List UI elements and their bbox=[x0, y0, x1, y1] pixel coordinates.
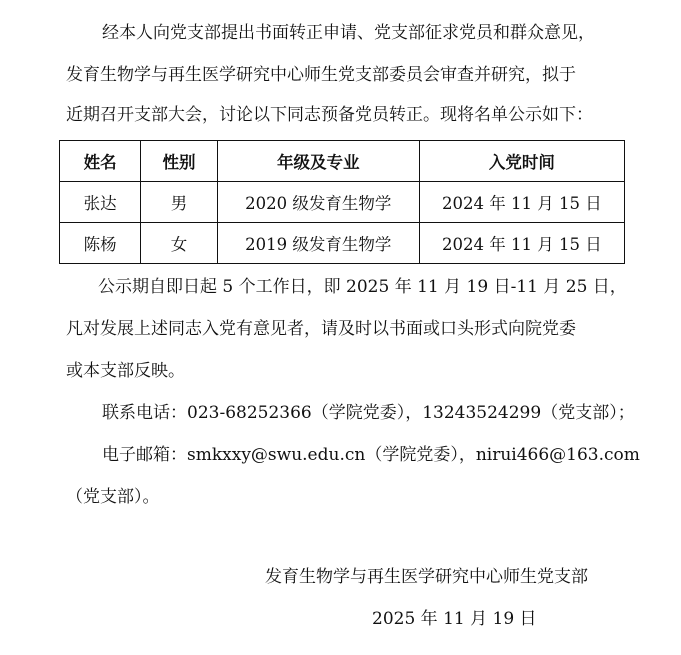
contact-email-continued: （党支部）。 bbox=[66, 487, 160, 507]
table-header-row bbox=[60, 141, 625, 182]
contact-email: 电子邮箱：smkxxy@swu.edu.cn（学院党委），nirui466@163.com bbox=[102, 445, 640, 465]
cell-gender: 男 bbox=[141, 182, 217, 223]
intro-line-1: 经本人向党支部提出书面转正申请、党支部征求党员和群众意见， bbox=[102, 23, 595, 43]
intro-line-3: 近期召开支部大会，讨论以下同志预备党员转正。现将名单公示如下： bbox=[66, 105, 593, 125]
table-row bbox=[60, 182, 625, 223]
intro-line-2: 发育生物学与再生医学研究中心师生党支部委员会审查并研究，拟于 bbox=[66, 65, 576, 85]
cell-grade-major: 2020 级发育生物学 bbox=[217, 182, 419, 223]
header-grade-major: 年级及专业 bbox=[217, 141, 419, 182]
header-gender: 性别 bbox=[141, 141, 217, 182]
cell-grade-major: 2019 级发育生物学 bbox=[217, 223, 419, 264]
notice-line-1: 公示期自即日起 5 个工作日，即 2025 年 11 月 19 日-11 月 25 日， bbox=[98, 277, 627, 297]
signature-org: 发育生物学与再生医学研究中心师生党支部 bbox=[265, 567, 588, 587]
cell-name: 陈杨 bbox=[60, 223, 141, 264]
cell-join-date: 2024 年 11 月 15 日 bbox=[419, 223, 624, 264]
cell-name: 张达 bbox=[60, 182, 141, 223]
header-join-date: 入党时间 bbox=[419, 141, 624, 182]
notice-line-2: 凡对发展上述同志入党有意见者，请及时以书面或口头形式向院党委 bbox=[66, 319, 576, 339]
notice-line-3: 或本支部反映。 bbox=[66, 361, 185, 381]
member-table bbox=[59, 140, 625, 264]
header-name: 姓名 bbox=[60, 141, 141, 182]
signature-date: 2025 年 11 月 19 日 bbox=[372, 609, 537, 629]
table-row bbox=[60, 223, 625, 264]
contact-phone: 联系电话：023-68252366（学院党委），13243524299（党支部）； bbox=[102, 403, 635, 423]
cell-gender: 女 bbox=[141, 223, 217, 264]
cell-join-date: 2024 年 11 月 15 日 bbox=[419, 182, 624, 223]
